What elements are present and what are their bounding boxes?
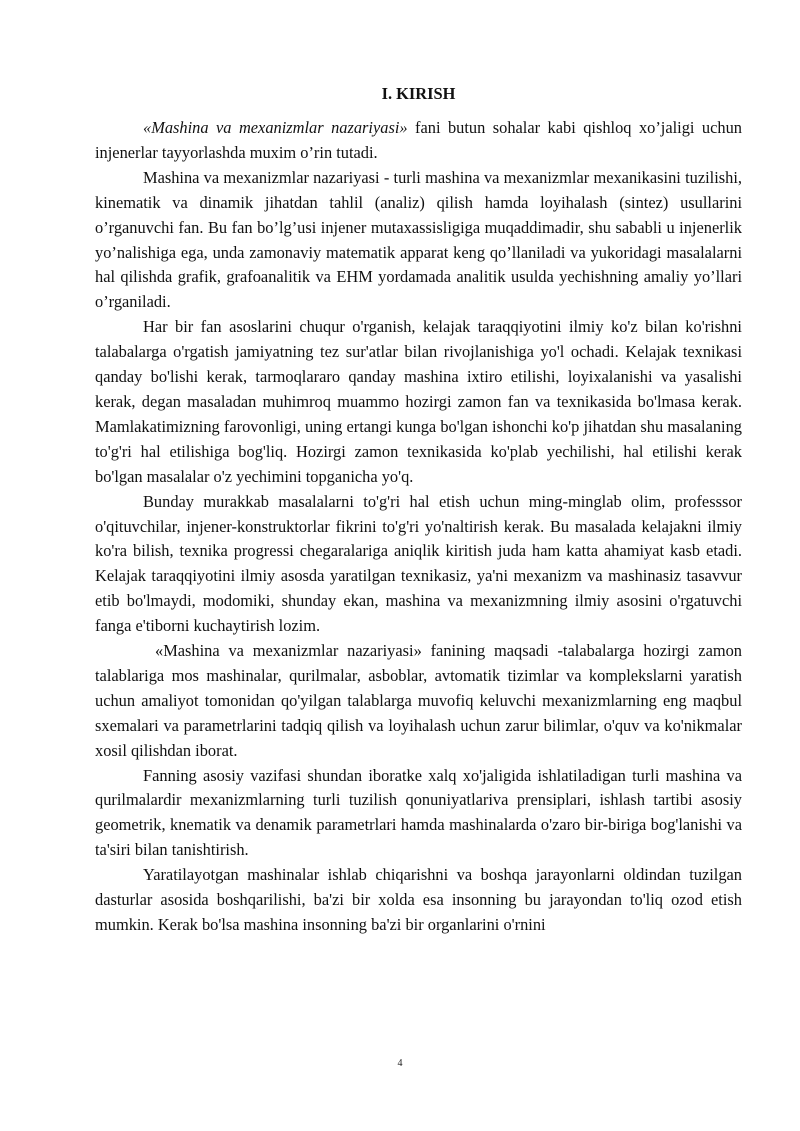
page-number: 4 <box>397 1058 403 1069</box>
paragraph-7: Yaratilayotgan mashinalar ishlab chiqarishni va boshqa jarayonlarni oldindan tuzilgan dasturlar asosida boshqarilishi, ba'zi bir xolda esa insonning bu jarayondan to'liq ozod etish mumkin. Kerak bo'lsa mashina insonning ba'zi bir organlarini o'rnini <box>95 865 742 934</box>
page-body <box>95 82 742 938</box>
paragraph-4: Bunday murakkab masalalarni to'g'ri hal etish uchun ming-minglab olim, professsor o'qituvchilar, injener-konstruktorlar fikrini to'g'ri yo'naltirish kerak. Bu masalada kelajakni ilmiy ko'ra bilish, texnika progressi chegaralariga aniqlik kiritish juda ham katta ahamiyat kasb etadi. Kelajak taraqqiyotini ilmiy asosda yaratilgan texnikasiz, ya'ni mexanizm va mashinasiz tasavvur etib bo'lmaydi, modomiki, shunday ekan, mashina va mexanizmning ilmiy asosini o'rgatuvchi fanga e'tiborni kuchaytirish lozim. <box>95 491 742 636</box>
paragraph-1-text: fani butun sohalar kabi qishloq xo’jaligi uchun injenerlar tayyorlashda muxim o’rin tutadi. <box>95 118 742 162</box>
paragraph-5: «Mashina va mexanizmlar nazariyasi» fanining maqsadi -talabalarga hozirgi zamon talablariga mos mashinalar, qurilmalar, asboblar, avtomatik tizimlar va komplekslarni yaratish uchun amaliyot tomonidan qo'yilgan talablarga muvofiq keluvchi mexanizmlarning eng maqbul sxemalari va parametrlarini tadqiq qilish va loyihalash uchun zarur bilimlar, o'quv va ko'nikmalar xosil qilishdan iborat. <box>95 641 742 760</box>
paragraph-6: Fanning asosiy vazifasi shundan iboratke xalq xo'jaligida ishlatiladigan turli mashina va qurilmalardir mexanizmlarning turli tuzilish qonuniyatlariva prensiplari, ishlash tartibi asosiy geometrik, knematik va denamik parametrlari hamda mashinalarda o'zaro bir-biriga bog'lanishi va ta'siri bilan tanishtirish. <box>95 765 742 860</box>
paragraph-1 <box>95 116 742 166</box>
paragraph-3: Har bir fan asoslarini chuqur o'rganish, kelajak taraqqiyotini ilmiy ko'z bilan ko'rishni talabalarga o'rgatish jamiyatning tez sur'atlar bilan rivojlanishiga yo'l ochadi. Kelajak texnikasi qanday bo'lishi kerak, tarmoqlararo qanday mashina ixtiro etilishi, loyixalanishi va yasalishi kerak, degan masaladan muhimroq muammo hozirgi zamon fan va texnikasida bo'lmasa kerak. Mamlakatimizning farovonligi, uning ertangi kunga bo'lgan ishonchi ko'p jihatdan shu masalaning to'g'ri hal etilishiga bog'liq. Hozirgi zamon texnikasida ko'plab yechilishi, hal etilishi kerak bo'lgan masalalar o'z yechimini topganicha yo'q. <box>95 317 742 486</box>
section-heading: I. KIRISH <box>381 84 456 103</box>
paragraph-1-italic-lead: «Mashina va mexanizmlar nazariyasi» <box>143 118 408 137</box>
paragraph-2: Mashina va mexanizmlar nazariyasi - turli mashina va mexanizmlar mexanikasini tuzilishi, kinematik va dinamik jihatdan tahlil (analiz) qilish hamda loyihalash (sintez) usullarini o’rganuvchi fan. Bu fan bo’lg’usi injener mutaxassisligiga muqaddimadir, shu sababli u injenerlik yo’nalishiga ega, unda zamonaviy matematik apparat keng qo’llaniladi va yukoridagi masalalarni hal qilishda grafik, grafoanalitik va EHM yordamada analitik usulda yechishning amaliy yo’llari o’rganiladi. <box>95 167 742 312</box>
